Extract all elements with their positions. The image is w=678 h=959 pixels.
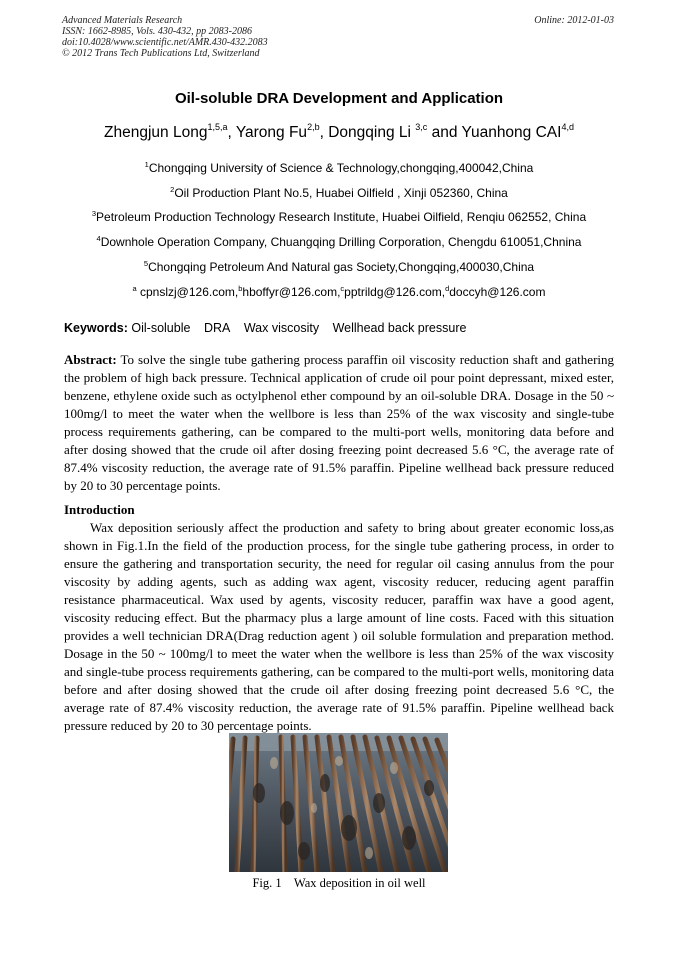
affiliation-sup: 5	[143, 259, 149, 268]
affiliation-text: Downhole Operation Company, Chuangqing Drilling Corporation, Chengdu 610051,Chnina	[100, 235, 582, 249]
affiliation-5	[0, 259, 678, 274]
author-list	[0, 122, 678, 142]
email-address[interactable]: doccyh@126.com	[449, 285, 546, 299]
email-address[interactable]: cpnslzj@126.com,	[136, 285, 239, 299]
author-sup: 1,5,a	[207, 122, 228, 132]
online-date: Online: 2012-01-03	[534, 15, 614, 26]
issn-line: ISSN: 1662-8985, Vols. 430-432, pp 2083-2086	[62, 26, 252, 37]
email-line	[0, 284, 678, 299]
affiliation-text: Chongqing University of Science & Technology,chongqing,400042,China	[148, 161, 534, 175]
keyword-item: Wax viscosity	[243, 321, 320, 335]
affiliation-4	[0, 234, 678, 249]
author-name: Zhengjun Long	[104, 124, 208, 141]
wax-deposition-photo	[229, 733, 448, 872]
copyright-line: © 2012 Trans Tech Publications Ltd, Switzerland	[62, 48, 260, 59]
email-address[interactable]: hboffyr@126.com,	[242, 285, 341, 299]
author-sup: 4,d	[561, 122, 574, 132]
affiliation-3	[0, 209, 678, 224]
keywords-label: Keywords:	[64, 321, 128, 335]
email-address[interactable]: pptrildg@126.com,	[344, 285, 446, 299]
author-sep: and	[427, 124, 462, 141]
author-name: Dongqing Li	[328, 124, 416, 141]
journal-header	[62, 15, 268, 59]
keyword-item: Oil-soluble	[131, 321, 191, 335]
email-sup: c	[340, 284, 345, 293]
abstract-label: Abstract:	[64, 352, 117, 367]
author-sup: 2,b	[307, 122, 320, 132]
introduction-paragraph: Wax deposition seriously affect the production and safety to bring about greater economic loss,as shown in Fig.1.In the field of the production process, for the single tube gathering process, in order to ensure the gathering and transportation security, the need for regular oil casing annulus from the pour viscosity by adding agents, such as adding wax agent, viscosity reducer, reducing agent paraffin resistance pharmaceutical. Wax used by agents, viscosity reducer, paraffin wax have a good agent, viscosity reducing effect. But the pharmacy plus a large amount of line costs. Faced with this situation provides a well technician DRA(Drag reduction agent ) oil soluble formulation and preparation method. Dosage in the 50 ~ 100mg/l to meet the water when the wellbore is less than 25% of the wax viscosity and single-tube process requirements gathering, can be compared to the multi-port wells, monitoring data before and after dosing showed that the crude oil after dosing freezing point decreased 5.6 °C, the average rate of 87.4% viscosity reduction, the average rate of 91.5% paraffin. Pipeline wellhead back pressure reduced by 20 to 30 percentage points.	[64, 520, 614, 733]
affiliation-sup: 1	[144, 160, 149, 169]
keyword-item: Wellhead back pressure	[332, 321, 467, 335]
paper-title: Oil-soluble DRA Development and Application	[174, 90, 504, 107]
abstract-paragraph	[64, 351, 614, 495]
keyword-item: DRA	[203, 321, 231, 335]
affiliation-text: Petroleum Production Technology Research Institute, Huabei Oilfield, Renqiu 062552, China	[96, 210, 587, 224]
keywords-line	[64, 321, 476, 335]
affiliation-text: Oil Production Plant No.5, Huabei Oilfield , Xinji 052360, China	[174, 186, 508, 200]
author-sup: 3,c	[415, 122, 428, 132]
introduction-heading: Introduction	[64, 502, 135, 517]
affiliation-text: Chongqing Petroleum And Natural gas Society,Chongqing,400030,China	[148, 260, 535, 274]
author-sep: ,	[319, 124, 329, 141]
email-sup: b	[238, 284, 243, 293]
email-sup: a	[132, 284, 137, 293]
affiliation-1	[0, 160, 678, 175]
affiliation-sup: 2	[170, 185, 175, 194]
figure-caption: Fig. 1 Wax deposition in oil well	[252, 876, 426, 890]
affiliation-sup: 3	[91, 209, 97, 218]
author-name: Yuanhong CAI	[461, 124, 562, 141]
author-sep: ,	[227, 124, 236, 141]
abstract-text: To solve the single tube gathering process paraffin oil viscosity reduction shaft and gathering the problem of high back pressure. Technical application of crude oil pour point depressant, mixed ester, benzene, ethylene oxide such as octylphenol ether compound by an oil-soluble DRA. Dosage in the 50 ~ 100mg/l to meet the water when the wellbore is less than 25% of the wax viscosity and single-tube process requirements gathering, can be compared to the multi-port wells, monitoring data before and after dosing showed that the crude oil after dosing freezing point decreased 5.6 °C, the average rate of 87.4% viscosity reduction, the average rate of 91.5% paraffin. Pipeline wellhead back pressure reduced by 20 to 30 percentage points.	[64, 352, 615, 493]
journal-name: Advanced Materials Research	[62, 15, 183, 26]
affiliation-sup: 4	[96, 234, 101, 243]
doi-line: doi:10.4028/www.scientific.net/AMR.430-432.2083	[62, 37, 268, 48]
affiliation-2	[0, 185, 678, 200]
author-name: Yarong Fu	[235, 124, 308, 141]
email-sup: d	[445, 284, 450, 293]
